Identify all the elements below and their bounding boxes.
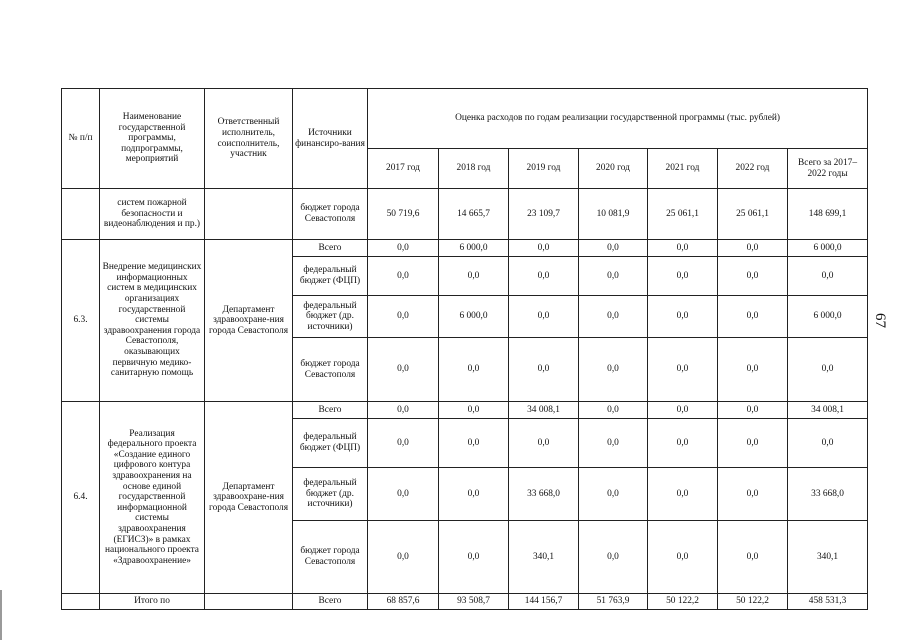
scan-edge-mark [0,590,2,640]
row-value: 25 061,1 [718,189,788,240]
row-name: систем пожарной безопасности и видеонаблюдения и пр.) [100,189,205,240]
row-value: 0,0 [718,257,788,296]
row-value: 340,1 [788,521,868,594]
row-responsible: Департамент здравоохране-ния города Севастополя [205,240,293,402]
row-value: 0,0 [368,296,439,338]
row-responsible: Департамент здравоохране-ния города Севастополя [205,402,293,594]
row-num [62,189,100,240]
row-value: 0,0 [579,240,648,257]
row-value: 0,0 [368,338,439,402]
row-value: 0,0 [648,257,718,296]
row-value: 93 508,7 [439,594,509,610]
row-value: 0,0 [718,521,788,594]
row-value: 340,1 [509,521,579,594]
row-source: бюджет города Севастополя [293,338,368,402]
row-value: 68 857,6 [368,594,439,610]
row-value: 33 668,0 [509,468,579,521]
row-value: 0,0 [439,402,509,419]
table-row [62,189,868,240]
header-year-total: Всего за 2017–2022 годы [788,149,868,189]
row-value: 0,0 [368,240,439,257]
header-estimate: Оценка расходов по годам реализации государственной программы (тыс. рублей) [368,89,868,149]
financing-table [61,88,868,610]
row-source: бюджет города Севастополя [293,189,368,240]
row-value: 14 665,7 [439,189,509,240]
row-value: 0,0 [579,468,648,521]
row-value: 0,0 [439,419,509,468]
header-year: 2020 год [579,149,648,189]
row-value: 50 122,2 [718,594,788,610]
row-source: бюджет города Севастополя [293,521,368,594]
row-value: 0,0 [439,468,509,521]
row-value: 10 081,9 [579,189,648,240]
row-value: 34 008,1 [509,402,579,419]
row-value: 0,0 [368,419,439,468]
row-value: 458 531,3 [788,594,868,610]
row-value: 0,0 [579,338,648,402]
row-value: 0,0 [579,402,648,419]
row-value: 0,0 [509,257,579,296]
row-num [62,594,100,610]
row-value: 0,0 [509,419,579,468]
row-value: 6 000,0 [788,240,868,257]
row-name: Внедрение медицинских информационных систем в медицинских организациях государственной системы здравоохранения города Севастополя, оказывающих первичную медико-санитарную помощь [100,240,205,402]
row-source: федеральный бюджет (ФЦП) [293,257,368,296]
header-year: 2019 год [509,149,579,189]
row-value: 0,0 [788,338,868,402]
header-year: 2022 год [718,149,788,189]
row-value: 25 061,1 [648,189,718,240]
row-value: 0,0 [788,257,868,296]
row-value: 51 763,9 [579,594,648,610]
header-year: 2017 год [368,149,439,189]
row-value: 34 008,1 [788,402,868,419]
header-sources: Источники финансиро-вания [293,89,368,189]
row-value: 0,0 [718,296,788,338]
row-value: 0,0 [439,521,509,594]
row-source: федеральный бюджет (ФЦП) [293,419,368,468]
row-value: 33 668,0 [788,468,868,521]
row-value: 0,0 [579,296,648,338]
row-value: 0,0 [648,419,718,468]
row-value: 0,0 [648,338,718,402]
row-value: 0,0 [718,419,788,468]
header-year: 2018 год [439,149,509,189]
row-value: 0,0 [648,296,718,338]
row-value: 50 122,2 [648,594,718,610]
row-value: 0,0 [368,521,439,594]
row-value: 0,0 [368,468,439,521]
row-value: 0,0 [509,240,579,257]
row-value: 0,0 [579,257,648,296]
row-value: 0,0 [718,338,788,402]
row-source: федеральный бюджет (др. источники) [293,468,368,521]
row-responsible [205,594,293,610]
row-value: 6 000,0 [788,296,868,338]
page-number: 67 [872,313,888,328]
row-source: Всего [293,594,368,610]
row-value: 23 109,7 [509,189,579,240]
row-value: 0,0 [718,240,788,257]
row-value: 0,0 [788,419,868,468]
row-source: федеральный бюджет (др. источники) [293,296,368,338]
row-value: 0,0 [718,402,788,419]
row-value: 6 000,0 [439,240,509,257]
row-value: 0,0 [439,257,509,296]
row-value: 50 719,6 [368,189,439,240]
row-value: 148 699,1 [788,189,868,240]
table-row [62,402,868,419]
row-value: 0,0 [648,240,718,257]
row-value: 0,0 [579,521,648,594]
header-year: 2021 год [648,149,718,189]
table-row [62,240,868,257]
row-value: 0,0 [368,257,439,296]
row-value: 0,0 [368,402,439,419]
row-value: 0,0 [648,402,718,419]
header-name: Наименование государственной программы, подпрограммы, мероприятий [100,89,205,189]
row-value: 0,0 [439,338,509,402]
row-value: 0,0 [579,419,648,468]
row-name: Реализация федерального проекта «Создание единого цифрового контура здравоохранения на основе единой государственной информационной системы здравоохранения (ЕГИСЗ)» в рамках национального проекта «Здравоохранение» [100,402,205,594]
row-responsible [205,189,293,240]
header-num: № п/п [62,89,100,189]
row-value: 0,0 [509,296,579,338]
row-value: 0,0 [648,468,718,521]
row-num: 6.3. [62,240,100,402]
row-source: Всего [293,240,368,257]
row-value: 0,0 [509,338,579,402]
row-value: 0,0 [648,521,718,594]
table-row-total [62,594,868,610]
row-source: Всего [293,402,368,419]
row-value: 0,0 [718,468,788,521]
row-value: 144 156,7 [509,594,579,610]
row-value: 6 000,0 [439,296,509,338]
row-name: Итого по [100,594,205,610]
row-num: 6.4. [62,402,100,594]
header-responsible: Ответственный исполнитель, соисполнитель, участник [205,89,293,189]
